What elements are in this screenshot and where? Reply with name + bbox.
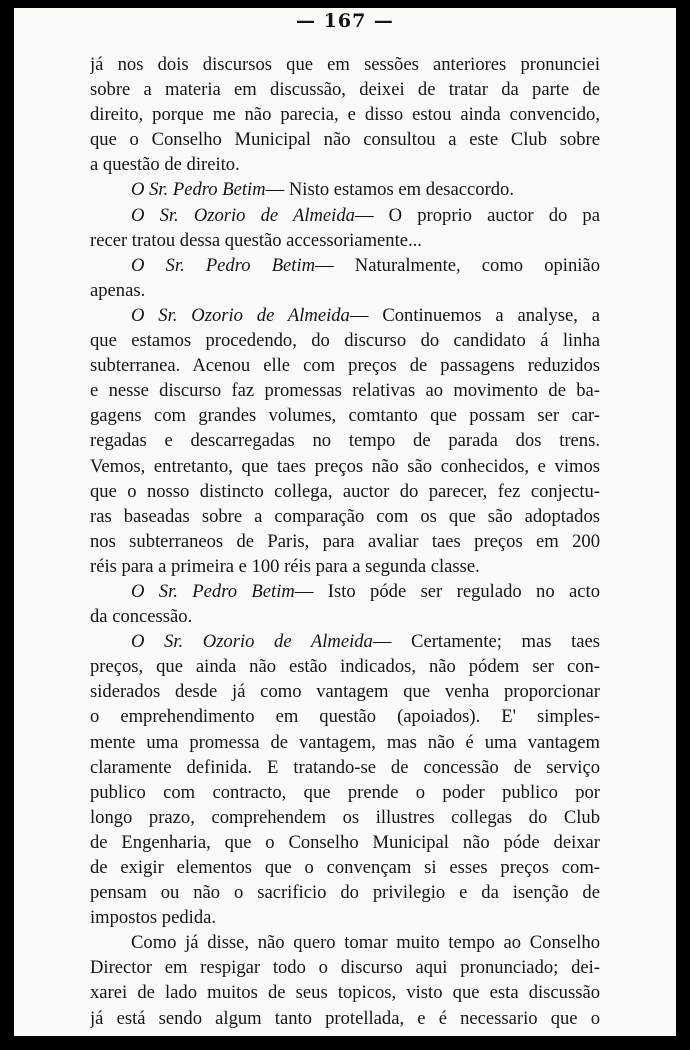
text-line: Director em respigar todo o discurso aqui pronunciado; dei- <box>90 957 600 979</box>
text-line: apenas. <box>90 279 146 301</box>
text-line: réis para a primeira e 100 réis para a segunda classe. <box>90 555 480 577</box>
speech-text: — O proprio auctor do pa <box>354 204 600 226</box>
text-line: mente uma promessa de vantagem, mas não é uma vantagem <box>90 731 600 753</box>
text-line: já está sendo algum tanto protellada, e é necessario que o <box>90 1007 600 1029</box>
text-line: que estamos procedendo, do discurso do candidato á linha <box>90 330 600 352</box>
speech-text: — Certamente; mas taes <box>372 631 600 653</box>
text-line: preços, que ainda não estão indicados, não pódem ser con- <box>90 656 600 678</box>
text-line: a questão de direito. <box>90 154 240 176</box>
text-line: publico com contracto, que prende o poder publico por <box>90 781 600 803</box>
body-text <box>90 52 600 1031</box>
speech-text: — Continuemos a analyse, a <box>349 304 600 326</box>
speaker-name: O Sr. Pedro Betim <box>131 179 266 201</box>
text-line: impostos pedida. <box>90 907 217 929</box>
text-line: nos subterraneos de Paris, para avaliar taes preços em 200 <box>90 530 600 552</box>
text-line: subterranea. Acenou elle com preços de passagens reduzidos <box>90 355 600 377</box>
text-line: sobre a materia em discussão, deixei de tratar da parte de <box>90 79 600 101</box>
speech-line <box>90 303 600 328</box>
text-line: que o Conselho Municipal não consultou a este Club sobre <box>90 129 600 151</box>
text-line: Como já disse, não quero tomar muito tempo ao Conselho <box>131 932 600 954</box>
speaker-name: O Sr. Ozorio de Almeida <box>131 304 350 326</box>
text-line: de exigir elementos que o convençam si esses preços com- <box>90 857 600 878</box>
speech-text: — Isto póde ser regulado no acto <box>294 580 600 602</box>
text-line: de Engenharia, que o Conselho Municipal não póde deixar <box>90 831 600 853</box>
speech-line <box>90 253 600 278</box>
text-line: siderados desde já como vantagem que venha proporcionar <box>90 681 600 703</box>
text-line: xarei de lado muitos de seus topicos, visto que esta discussão <box>90 982 600 1004</box>
speech-line <box>90 177 600 202</box>
speech-line <box>90 629 600 654</box>
text-line: já nos dois discursos que em sessões anteriores pronunciei <box>90 54 600 75</box>
speech-text: — Nisto estamos em desaccordo. <box>265 179 514 201</box>
speaker-name: O Sr. Pedro Betim <box>131 580 295 602</box>
speaker-name: O Sr. Pedro Betim <box>131 254 316 276</box>
text-line: pensam ou não o sacrificio do privilegio e da isenção de <box>90 882 600 904</box>
page-number: — 167 — <box>296 10 394 32</box>
text-line: claramente definida. E tratando-se de concessão de serviço <box>90 756 600 778</box>
text-line: que o nosso distincto collega, auctor do parecer, fez conjectu- <box>90 480 600 502</box>
speaker-name: O Sr. Ozorio de Almeida <box>131 631 373 653</box>
text-line: ras baseadas sobre a comparação com os que são adoptados <box>90 505 600 527</box>
speaker-name: O Sr. Ozorio de Almeida <box>131 204 355 226</box>
text-line: direito, porque me não parecia, e disso estou ainda convencido, <box>90 104 600 126</box>
text-line: Vemos, entretanto, que taes preços não são conhecidos, e vimos <box>90 455 600 477</box>
speech-line <box>90 203 600 228</box>
text-line: recer tratou dessa questão accessoriamente... <box>90 229 422 251</box>
speech-text: — Naturalmente, como opinião <box>315 254 600 276</box>
speech-line <box>90 579 600 604</box>
text-line: regadas e descarregadas no tempo de parada dos trens. <box>90 430 600 452</box>
text-line: e nesse discurso faz promessas relativas ao movimento de ba- <box>90 380 600 402</box>
text-line: o emprehendimento em questão (apoiados). E' simples- <box>90 706 600 728</box>
text-line: gagens com grandes volumes, comtanto que possam ser car- <box>90 405 600 427</box>
text-line: longo prazo, comprehendem os illustres collegas do Club <box>90 806 600 828</box>
text-line: da concessão. <box>90 606 193 628</box>
